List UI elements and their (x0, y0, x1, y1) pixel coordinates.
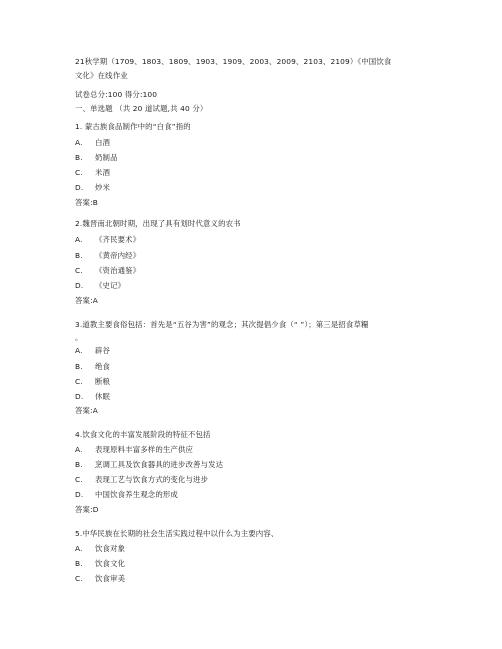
option-letter: B. (75, 153, 83, 162)
answer-key: 答案:A (75, 296, 98, 305)
answer-option[interactable] (75, 445, 193, 454)
answer-option[interactable] (75, 168, 110, 177)
question-stem: 2.魏晋南北朝时期，出现了具有划时代意义的农书 (75, 219, 241, 228)
option-letter: B. (75, 460, 83, 469)
option-letter: D. (75, 490, 84, 499)
document-title: 21秋学期（1709、1803、1809、1903、1909、2003、2009、2103、2109）《中国饮食 (75, 57, 392, 66)
question-stem: 3.道教主要食俗包括：首先是“五谷为害”的观念；其次提倡少食（“ ”）；第三是招食草糧 (75, 320, 369, 329)
option-text: 《齐民要术》 (95, 235, 141, 244)
question-stem: 5.中华民族在长期的社会生活实践过程中以什么为主要内容、 (75, 529, 279, 538)
option-text: 休眠 (95, 392, 111, 401)
answer-option[interactable] (75, 153, 118, 162)
option-text: 辟谷 (95, 346, 111, 355)
option-letter: D. (75, 392, 84, 401)
option-text: 表现工艺与饮食方式的变化与进步 (95, 475, 209, 484)
answer-option[interactable] (75, 559, 125, 568)
option-letter: D. (75, 281, 84, 290)
option-letter: B. (75, 251, 83, 260)
option-letter: A. (75, 138, 83, 147)
option-text: 烹调工具及饮食器具的进步改善与发达 (95, 460, 224, 469)
section-heading: 一、单选题 （共 20 道试题,共 40 分） (75, 104, 208, 113)
answer-option[interactable] (75, 490, 178, 499)
option-letter: C. (75, 266, 83, 275)
answer-option[interactable] (75, 377, 110, 386)
option-text: 米酒 (95, 168, 111, 177)
score-line: 试卷总分:100 得分:100 (75, 90, 158, 99)
answer-key: 答案:D (75, 505, 99, 514)
answer-option[interactable] (75, 138, 110, 147)
option-text: 表现原料丰富多样的生产供应 (95, 445, 194, 454)
option-letter: A. (75, 445, 83, 454)
option-text: 中国饮食养生观念的形成 (95, 490, 178, 499)
option-letter: C. (75, 475, 83, 484)
question-stem: 1. 蒙古族食品制作中的“白食”指的 (75, 122, 191, 131)
option-letter: C. (75, 377, 83, 386)
document-title-continued: 文化》在线作业 (75, 71, 128, 80)
option-text: 饮食审美 (95, 574, 126, 583)
option-text: 炒米 (95, 183, 111, 192)
option-text: 绝食 (95, 362, 111, 371)
option-text: 《黄帝内经》 (95, 251, 141, 260)
answer-option[interactable] (75, 183, 110, 192)
answer-option[interactable] (75, 266, 140, 275)
option-letter: A. (75, 235, 83, 244)
option-text: 白酒 (95, 138, 111, 147)
answer-option[interactable] (75, 281, 125, 290)
option-text: 饮食对象 (95, 544, 126, 553)
option-letter: C. (75, 168, 83, 177)
answer-option[interactable] (75, 460, 223, 469)
question-stem: 4.饮食文化的丰富发展阶段的特征不包括 (75, 430, 211, 439)
option-text: 《史记》 (95, 281, 126, 290)
question-stem-continued: 。 (75, 333, 83, 342)
answer-option[interactable] (75, 346, 110, 355)
option-letter: B. (75, 559, 83, 568)
answer-option[interactable] (75, 251, 140, 260)
answer-option[interactable] (75, 574, 125, 583)
answer-option[interactable] (75, 362, 110, 371)
answer-key: 答案:A (75, 406, 98, 415)
answer-option[interactable] (75, 544, 125, 553)
answer-option[interactable] (75, 235, 140, 244)
option-letter: D. (75, 183, 84, 192)
option-text: 《资治通鉴》 (95, 266, 141, 275)
option-text: 断粮 (95, 377, 111, 386)
option-text: 奶制品 (95, 153, 118, 162)
option-letter: A. (75, 544, 83, 553)
answer-option[interactable] (75, 392, 110, 401)
option-letter: A. (75, 346, 83, 355)
option-letter: C. (75, 574, 83, 583)
option-text: 饮食文化 (95, 559, 126, 568)
option-letter: B. (75, 362, 83, 371)
answer-option[interactable] (75, 475, 208, 484)
answer-key: 答案:B (75, 198, 98, 207)
